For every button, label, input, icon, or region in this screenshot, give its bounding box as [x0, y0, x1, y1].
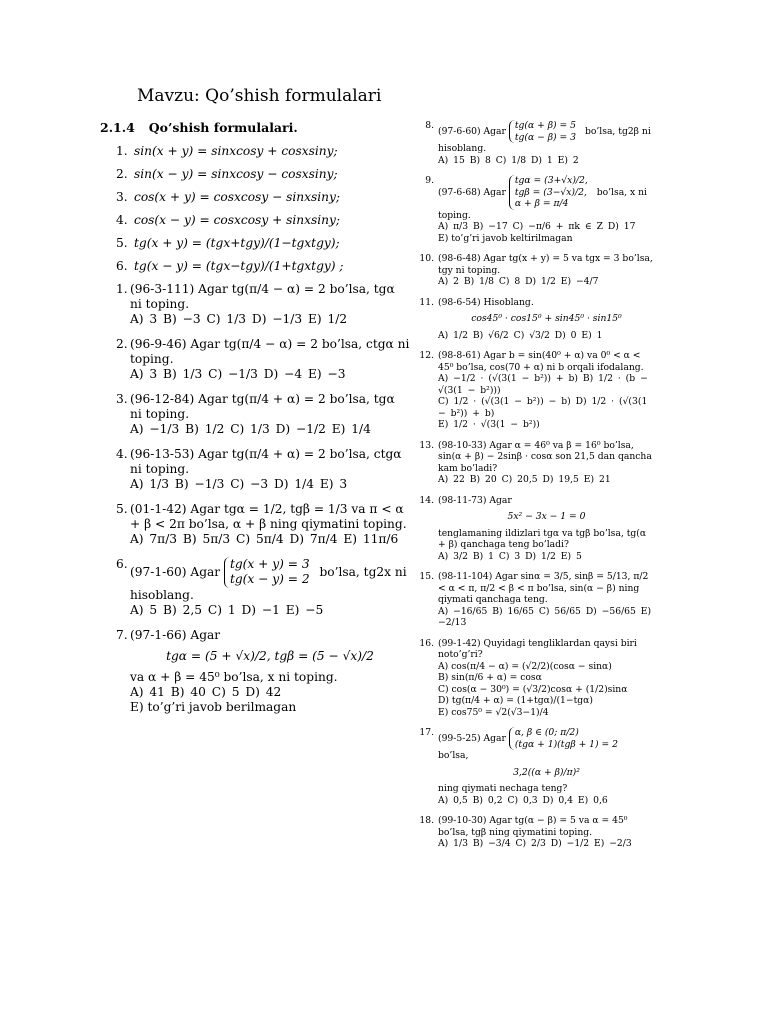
problem-text: (98-11-73) Agar — [438, 494, 512, 506]
problem-number: 11. — [419, 296, 434, 308]
problem-text: (98-6-48) Agar tg(x + y) = 5 va tgx = 3 bo’lsa, tgy ni toping. — [438, 253, 653, 276]
problem-item — [410, 440, 655, 486]
problem-item — [100, 282, 410, 327]
section-number: 2.1.4 — [100, 120, 135, 135]
system-equation: tg(x − y) = 2 — [229, 572, 310, 587]
problem-item — [100, 337, 410, 382]
system-equation: α, β ∈ (0; π/2) — [514, 727, 579, 738]
problem-item — [410, 638, 655, 719]
problem-text: (01-1-42) Agar tgα = 1/2, tgβ = 1/3 va π < α + β < 2π bo’lsa, α + β ning qiymatini toping. — [130, 502, 407, 531]
option-line: B) sin(π/6 + α) = cosα — [438, 672, 542, 683]
problem-item — [410, 350, 655, 431]
problem-intro: (99-5-25) Agar — [438, 733, 506, 744]
problem-number: 2. — [116, 337, 128, 351]
problem-text: (99-1-42) Quyidagi tengliklardan qaysi biri noto’g’ri? — [438, 637, 637, 660]
problem-number: 13. — [419, 439, 434, 451]
problem-item — [100, 628, 410, 715]
system-equation: tg(α + β) = 5 — [514, 120, 577, 131]
section-title-text: Qo’shish formulalari. — [148, 120, 298, 135]
problem-text: (98-8-61) Agar b = sin(40⁰ + α) va 0⁰ < α < 45⁰ bo’lsa, cos(70 + α) ni b orqali ifodalang. — [438, 350, 644, 373]
formula-number: 3. — [116, 190, 128, 204]
problem-item — [410, 571, 655, 629]
problem-intro: (97-1-60) Agar — [130, 564, 221, 579]
system-equation: tgα = (3+√x)/2, — [514, 175, 588, 186]
right-column — [410, 120, 655, 859]
formula-item — [100, 213, 410, 228]
display-formula: cos45⁰ · cos15⁰ + sin45⁰ · sin15⁰ — [471, 313, 622, 324]
formula-text: tg(x + y) = (tgx+tgy)/(1−tgxtgy); — [134, 236, 340, 250]
problem-text: (97-1-66) Agar — [130, 627, 221, 642]
problem-number: 17. — [419, 727, 434, 738]
problem-text: (96-12-84) Agar tg(π/4 + α) = 2 bo’lsa, tgα ni toping. — [130, 392, 395, 421]
problem-item — [410, 120, 655, 166]
problem-text — [438, 120, 655, 155]
problem-item — [410, 253, 655, 288]
problem-item — [100, 392, 410, 437]
page-title: Mavzu: Qo’shish formulalari — [137, 86, 382, 106]
problem-question: bo’lsa, tg2x ni hisoblang. — [130, 564, 407, 602]
problem-text: (96-9-46) Agar tg(π/4 − α) = 2 bo’lsa, ctgα ni toping. — [130, 337, 410, 366]
formula-item — [100, 144, 410, 159]
problem-number: 8. — [425, 120, 434, 131]
formula-text: cos(x + y) = cosxcosy − sinxsiny; — [134, 190, 341, 204]
answer-options: A) 7π/3 B) 5π/3 C) 5π/4 D) 7π/4 E) 11π/6 — [130, 532, 399, 546]
display-formula: tgα = (5 + √x)/2, tgβ = (5 − √x)/2 — [166, 648, 374, 663]
problem-item — [100, 557, 410, 618]
answer-options: A) 0,5 B) 0,2 C) 0,3 D) 0,4 E) 0,6 — [438, 794, 608, 806]
problem-number: 4. — [116, 447, 128, 461]
formula-item — [100, 167, 410, 182]
problem-number: 12. — [419, 350, 434, 361]
answer-options: A) 5 B) 2,5 C) 1 D) −1 E) −5 — [130, 602, 324, 617]
answer-options: A) 3/2 B) 1 C) 3 D) 1/2 E) 5 — [438, 550, 582, 562]
problem-number: 15. — [419, 571, 434, 582]
problem-number: 7. — [116, 627, 128, 642]
problem-text: (98-10-33) Agar α = 46⁰ va β = 16⁰ bo’lsa, sin(α + β) − 2sinβ · cosα son 21,5 dan qancha kam bo’ladi? — [438, 439, 652, 474]
problem-question: va α + β = 45⁰ bo’lsa, x ni toping. — [130, 669, 338, 684]
formula-number: 6. — [116, 259, 128, 273]
problem-text: (98-6-54) Hisoblang. — [438, 296, 534, 308]
answer-options: A) 1/3 B) −3/4 C) 2/3 D) −1/2 E) −2/3 — [438, 838, 632, 849]
system-equation: tg(x + y) = 3 — [229, 557, 310, 571]
problem-question: bo’lsa, tg2β ni hisoblang. — [438, 126, 651, 154]
problem-number: 9. — [425, 175, 434, 186]
display-formula: 3,2((α + β)/π)² — [513, 766, 580, 778]
problem-item — [410, 815, 655, 850]
equation-system — [509, 727, 624, 750]
problem-number: 10. — [419, 253, 434, 264]
problem-item — [410, 495, 655, 563]
answer-options: A) −1/2 · (√(3(1 − b²)) + b) B) 1/2 · (b − √(3(1 − b²))) — [438, 373, 648, 396]
problem-text: (99-10-30) Agar tg(α − β) = 5 va α = 45⁰ bo’lsa, tgβ ning qiymatini toping. — [438, 815, 628, 838]
formula-text: sin(x − y) = sinxcosy − cosxsiny; — [134, 167, 338, 181]
system-equation: (tgα + 1)(tgβ + 1) = 2 — [514, 738, 618, 750]
section-heading — [100, 120, 410, 135]
problem-number: 18. — [419, 815, 434, 826]
system-equation: α + β = π/4 — [514, 198, 569, 209]
problem-question: bo’lsa, x ni toping. — [438, 186, 647, 221]
problem-item — [410, 175, 655, 244]
problem-text — [438, 727, 655, 762]
system-equation: tg(α − β) = 3 — [514, 131, 577, 143]
answer-options: A) 22 B) 20 C) 20,5 D) 19,5 E) 21 — [438, 474, 611, 485]
answer-options: E) 1/2 · √(3(1 − b²)) — [438, 419, 540, 430]
equation-system — [224, 557, 316, 588]
problem-number: 16. — [419, 637, 434, 649]
formula-item — [100, 236, 410, 251]
problem-number: 5. — [116, 502, 128, 516]
formula-text: sin(x + y) = sinxcosy + cosxsiny; — [134, 144, 338, 158]
problem-item — [410, 297, 655, 342]
problem-item — [100, 502, 410, 547]
left-column — [100, 120, 410, 725]
formula-text: tg(x − y) = (tgx−tgy)/(1+tgxtgy) ; — [134, 259, 344, 273]
answer-options: A) 15 B) 8 C) 1/8 D) 1 E) 2 — [438, 154, 579, 166]
formula-item — [100, 259, 410, 274]
answer-options: A) 3 B) −3 C) 1/3 D) −1/3 E) 1/2 — [130, 312, 348, 326]
answer-extra: E) to’g’ri javob berilmagan — [130, 699, 297, 714]
problem-number: 6. — [116, 557, 128, 571]
option-line: A) cos(π/4 − α) = (√2/2)(cosα − sinα) — [438, 660, 612, 672]
option-line: C) cos(α − 30⁰) = (√3/2)cosα + (1/2)sinα — [438, 683, 628, 695]
problem-question: ning qiymati nechaga teng? — [438, 783, 568, 794]
formula-text: cos(x − y) = cosxcosy + sinxsiny; — [134, 213, 341, 227]
problem-item — [410, 727, 655, 806]
answer-options: A) 2 B) 1/8 C) 8 D) 1/2 E) −4/7 — [438, 276, 599, 287]
problem-number: 3. — [116, 392, 128, 406]
formula-number: 1. — [116, 144, 128, 158]
system-equation: tgβ = (3−√x)/2, — [514, 186, 587, 198]
answer-options: A) −1/3 B) 1/2 C) 1/3 D) −1/2 E) 1/4 — [130, 422, 371, 436]
answer-options: C) 1/2 · (√(3(1 − b²)) − b) D) 1/2 · (√(3(1 − b²)) + b) — [438, 396, 648, 419]
problem-item — [100, 447, 410, 492]
answer-options: A) 41 B) 40 C) 5 D) 42 — [130, 684, 282, 699]
equation-system — [509, 120, 582, 143]
problem-number: 1. — [116, 282, 128, 296]
problem-text — [130, 557, 410, 603]
problem-text — [438, 175, 655, 221]
formula-list — [100, 144, 410, 274]
problem-text: (96-13-53) Agar tg(π/4 + α) = 2 bo’lsa, ctgα ni toping. — [130, 447, 402, 476]
problem-question: bo’lsa, — [438, 750, 469, 761]
answer-options: A) 1/3 B) −1/3 C) −3 D) 1/4 E) 3 — [130, 477, 348, 491]
option-line: D) tg(π/4 + α) = (1+tgα)/(1−tgα) — [438, 695, 593, 706]
display-formula: 5x² − 3x − 1 = 0 — [507, 511, 586, 522]
problem-text: (96-3-111) Agar tg(π/4 − α) = 2 bo’lsa, tgα ni toping. — [130, 282, 395, 311]
formula-number: 2. — [116, 167, 128, 181]
problem-text: (98-11-104) Agar sinα = 3/5, sinβ = 5/13, π/2 < α < π, π/2 < β < π bo’lsa, sin(α − β) ning qiymati qanchaga teng. — [438, 571, 649, 605]
problem-intro: (97-6-60) Agar — [438, 126, 506, 137]
answer-extra: E) to’g’ri javob keltirilmagan — [438, 232, 573, 244]
answer-options: A) −16/65 B) 16/65 C) 56/65 D) −56/65 E) −2/13 — [438, 605, 652, 628]
option-line: E) cos75⁰ = √2(√3−1)/4 — [438, 706, 549, 718]
formula-number: 5. — [116, 236, 128, 250]
answer-options: A) 1/2 B) √6/2 C) √3/2 D) 0 E) 1 — [438, 329, 603, 341]
answer-options: A) π/3 B) −17 C) −π/6 + πk ∈ Z D) 17 — [438, 221, 636, 232]
formula-item — [100, 190, 410, 205]
answer-options: A) 3 B) 1/3 C) −1/3 D) −4 E) −3 — [130, 367, 346, 381]
equation-system — [509, 175, 594, 210]
formula-number: 4. — [116, 213, 128, 227]
problem-intro: (97-6-68) Agar — [438, 186, 506, 198]
problem-number: 14. — [419, 494, 434, 506]
problem-question: tenglamaning ildizlari tgα va tgβ bo’lsa, tg(α + β) qanchaga teng bo’ladi? — [438, 527, 647, 550]
